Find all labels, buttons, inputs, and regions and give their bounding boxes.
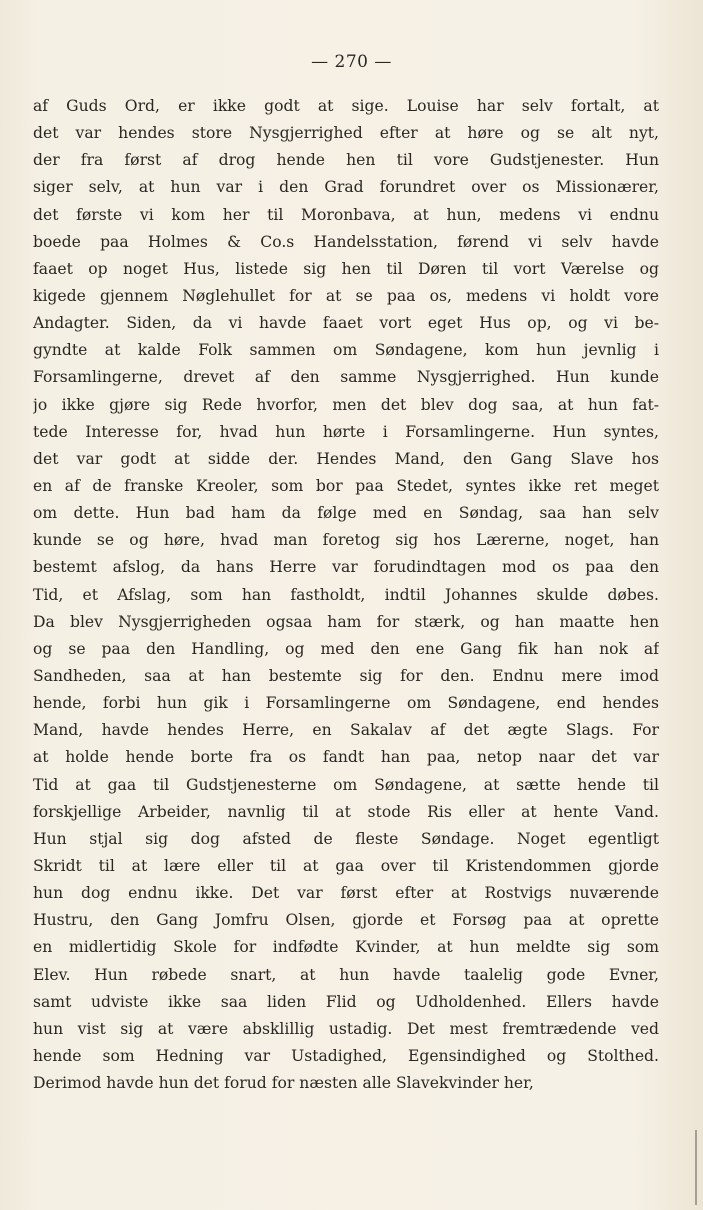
text-line: tede Interesse for, hvad hun hørte i Forsamlingerne. Hun syntes, xyxy=(33,422,659,441)
text-line: gyndte at kalde Folk sammen om Søndagene, kom hun jevnlig i xyxy=(33,341,659,360)
text-line: og se paa den Handling, og med den ene Gang fik han nok af xyxy=(33,639,659,658)
text-line: hun vist sig at være absklillig ustadig. Det mest fremtrædende ved xyxy=(33,1019,659,1038)
text-line: boede paa Holmes & Co.s Handelsstation, førend vi selv havde xyxy=(33,232,659,251)
text-line: Da blev Nysgjerrigheden ogsaa ham for stærk, og han maatte hen xyxy=(33,612,659,631)
body-text xyxy=(33,93,659,1097)
text-line: siger selv, at hun var i den Grad forundret over os Missionærer, xyxy=(33,178,659,197)
text-line: at holde hende borte fra os fandt han paa, netop naar det var xyxy=(33,748,659,767)
text-line: der fra først af drog hende hen til vore Gudstjenester. Hun xyxy=(33,151,659,170)
text-line: kigede gjennem Nøglehullet for at se paa os, medens vi holdt vore xyxy=(33,286,659,305)
text-line: en midlertidig Skole for indfødte Kvinder, at hun meldte sig som xyxy=(33,938,659,957)
text-line: Sandheden, saa at han bestemte sig for den. Endnu mere imod xyxy=(33,666,659,685)
text-line: Hustru, den Gang Jomfru Olsen, gjorde et Forsøg paa at oprette xyxy=(33,911,659,930)
text-line: jo ikke gjøre sig Rede hvorfor, men det blev dog saa, at hun fat- xyxy=(33,395,659,414)
text-line: Tid, et Afslag, som han fastholdt, indtil Johannes skulde døbes. xyxy=(33,585,659,604)
text-line: det var hendes store Nysgjerrighed efter at høre og se alt nyt, xyxy=(33,124,659,143)
text-line: hende som Hedning var Ustadighed, Egensindighed og Stolthed. xyxy=(33,1046,659,1065)
text-line: samt udviste ikke saa liden Flid og Udholdenhed. Ellers havde xyxy=(33,992,659,1011)
text-line: om dette. Hun bad ham da følge med en Søndag, saa han selv xyxy=(33,504,659,523)
text-line: en af de franske Kreoler, som bor paa Stedet, syntes ikke ret meget xyxy=(33,476,659,495)
text-line: Derimod havde hun det forud for næsten alle Slavekvinder her, xyxy=(33,1074,534,1093)
text-line: Tid at gaa til Gudstjenesterne om Søndagene, at sætte hende til xyxy=(33,775,659,794)
page-number: — 270 — xyxy=(311,52,392,72)
text-line: Hun stjal sig dog afsted de fleste Søndage. Noget egentligt xyxy=(33,829,659,848)
text-line: hende, forbi hun gik i Forsamlingerne om Søndagene, end hendes xyxy=(33,694,659,713)
text-line: Elev. Hun røbede snart, at hun havde taalelig gode Evner, xyxy=(33,965,659,984)
text-line: Mand, havde hendes Herre, en Sakalav af det ægte Slags. For xyxy=(33,721,659,740)
text-line: af Guds Ord, er ikke godt at sige. Louise har selv fortalt, at xyxy=(33,97,659,115)
text-line: faaet op noget Hus, listede sig hen til Døren til vort Værelse og xyxy=(33,259,659,278)
page-edge-shadow xyxy=(695,1130,697,1205)
text-line: Andagter. Siden, da vi havde faaet vort eget Hus op, og vi be- xyxy=(33,314,659,333)
text-line: forskjellige Arbeider, navnlig til at stode Ris eller at hente Vand. xyxy=(33,802,659,821)
text-line: kunde se og høre, hvad man foretog sig hos Lærerne, noget, han xyxy=(33,531,659,550)
text-line: Forsamlingerne, drevet af den samme Nysgjerrighed. Hun kunde xyxy=(33,368,659,387)
text-line: Skridt til at lære eller til at gaa over til Kristendommen gjorde xyxy=(33,856,659,875)
text-line: bestemt afslog, da hans Herre var forudindtagen mod os paa den xyxy=(33,558,659,577)
text-line: det første vi kom her til Moronbava, at hun, medens vi endnu xyxy=(33,205,659,224)
text-line: det var godt at sidde der. Hendes Mand, den Gang Slave hos xyxy=(33,449,659,468)
text-line: hun dog endnu ikke. Det var først efter at Rostvigs nuværende xyxy=(33,884,659,903)
